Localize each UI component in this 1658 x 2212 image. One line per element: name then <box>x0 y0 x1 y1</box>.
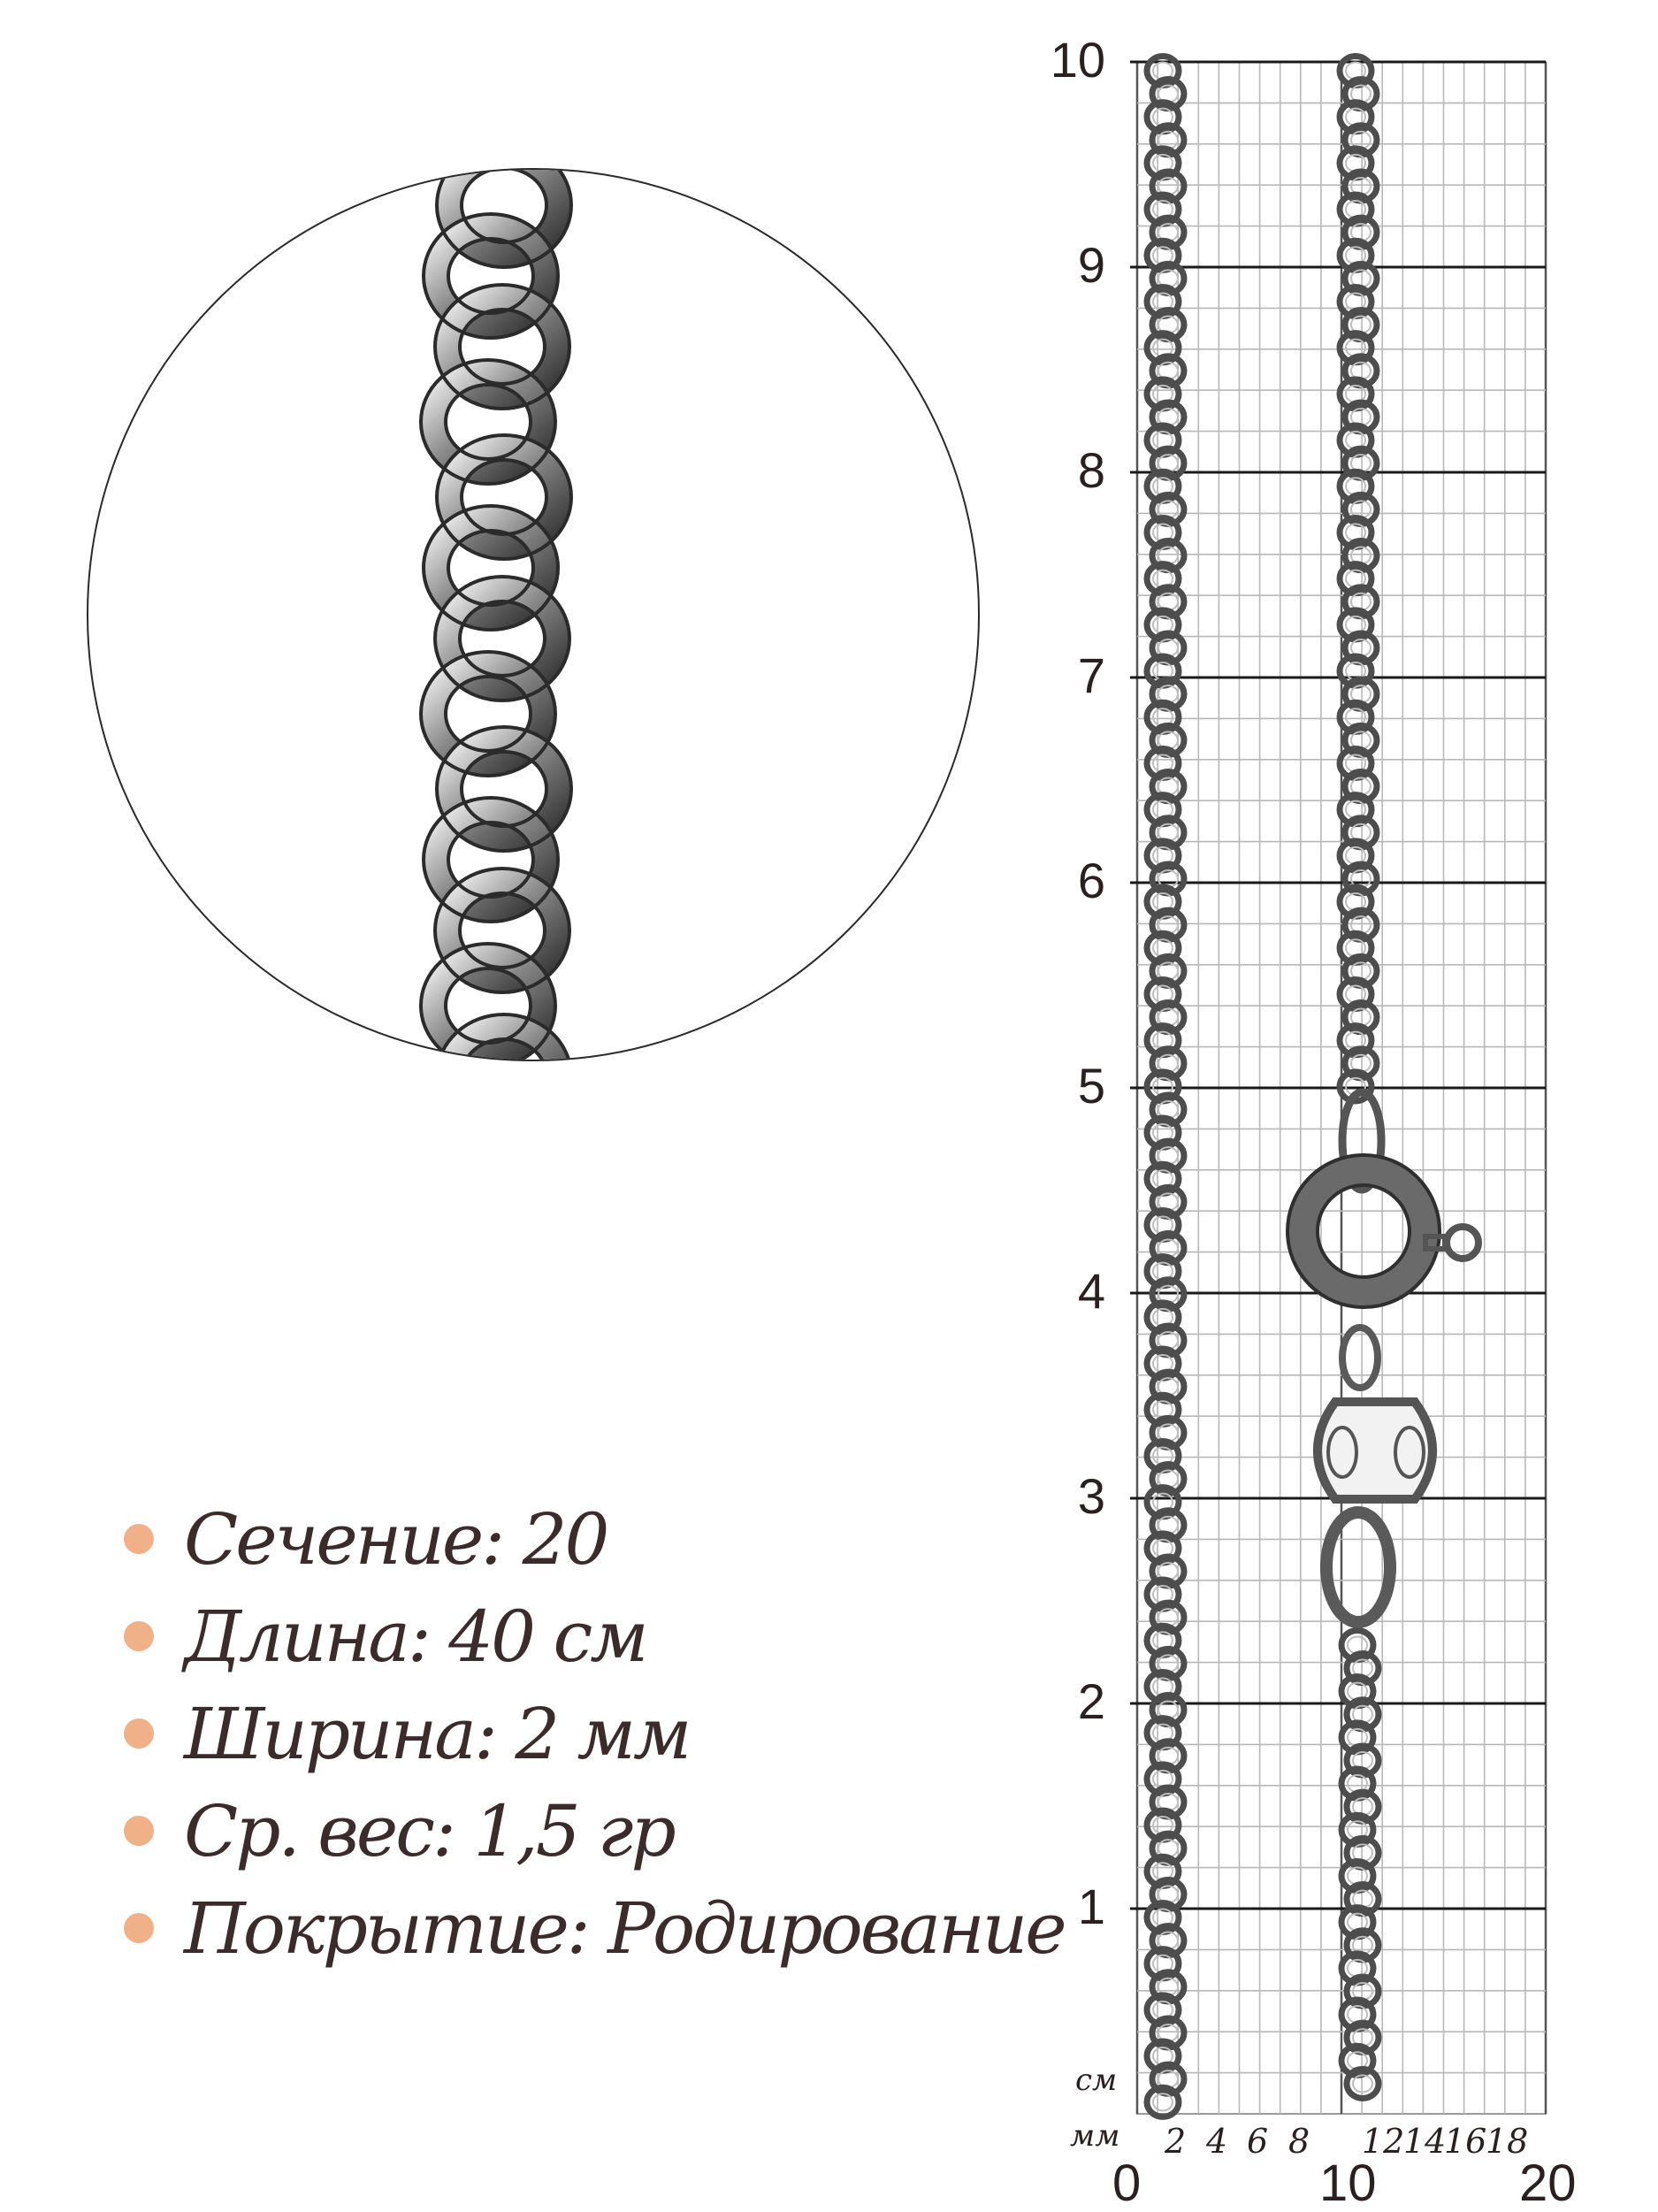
cm-label: 8 <box>1077 442 1105 498</box>
cm-label: 2 <box>1077 1673 1105 1729</box>
mm-tick-label: 8 <box>1288 2122 1310 2161</box>
ruler-grid <box>1043 27 1658 2211</box>
mm-unit-label: мм <box>1070 2118 1120 2154</box>
chain-with-clasp-image <box>1340 56 1379 2098</box>
mm-tick-label: 18 <box>1486 2122 1529 2161</box>
bullet-icon <box>124 1524 154 1554</box>
mm-tick-label: 14 <box>1403 2122 1447 2161</box>
x-axis-label: 0 <box>1112 2155 1142 2212</box>
spec-label: Ширина: 2 мм <box>184 1692 690 1775</box>
cm-label: 4 <box>1077 1263 1105 1319</box>
cm-label: 5 <box>1077 1058 1105 1114</box>
cm-label: 6 <box>1077 853 1105 908</box>
cm-label: 3 <box>1077 1468 1105 1524</box>
bullet-icon <box>124 1718 154 1749</box>
chain-closeup-circle <box>87 168 980 1061</box>
bullet-icon <box>124 1913 154 1943</box>
cm-label: 10 <box>1050 32 1105 88</box>
spec-label: Сечение: 20 <box>184 1497 607 1581</box>
measurement-ruler <box>1043 27 1658 2211</box>
spec-list <box>124 1490 1065 1977</box>
spec-item-width <box>124 1685 1008 1782</box>
chain-closeup-image <box>88 170 980 1061</box>
spec-label: Покрытие: Родирование <box>184 1887 1065 1970</box>
cm-label: 9 <box>1077 237 1105 293</box>
mm-tick-label: 4 <box>1206 2122 1228 2161</box>
cm-label: 1 <box>1077 1879 1105 1934</box>
cm-label: 7 <box>1077 647 1105 703</box>
bullet-icon <box>124 1816 154 1846</box>
spec-item-weight <box>124 1782 1008 1879</box>
spec-item-section <box>124 1490 1008 1588</box>
x-axis-label: 10 <box>1319 2155 1377 2212</box>
mm-tick-label: 6 <box>1247 2122 1269 2161</box>
x-axis-label: 20 <box>1519 2155 1577 2212</box>
spec-label: Ср. вес: 1,5 гр <box>184 1789 674 1872</box>
mm-tick-label: 16 <box>1444 2122 1487 2161</box>
mm-tick-label: 2 <box>1165 2122 1187 2161</box>
spec-item-coating <box>124 1879 1065 1977</box>
mm-tick-label: 12 <box>1362 2122 1405 2161</box>
spec-label: Длина: 40 см <box>184 1595 646 1678</box>
bullet-icon <box>124 1621 154 1651</box>
spec-item-length <box>124 1588 1008 1685</box>
cm-unit-label: см <box>1075 2063 1118 2098</box>
